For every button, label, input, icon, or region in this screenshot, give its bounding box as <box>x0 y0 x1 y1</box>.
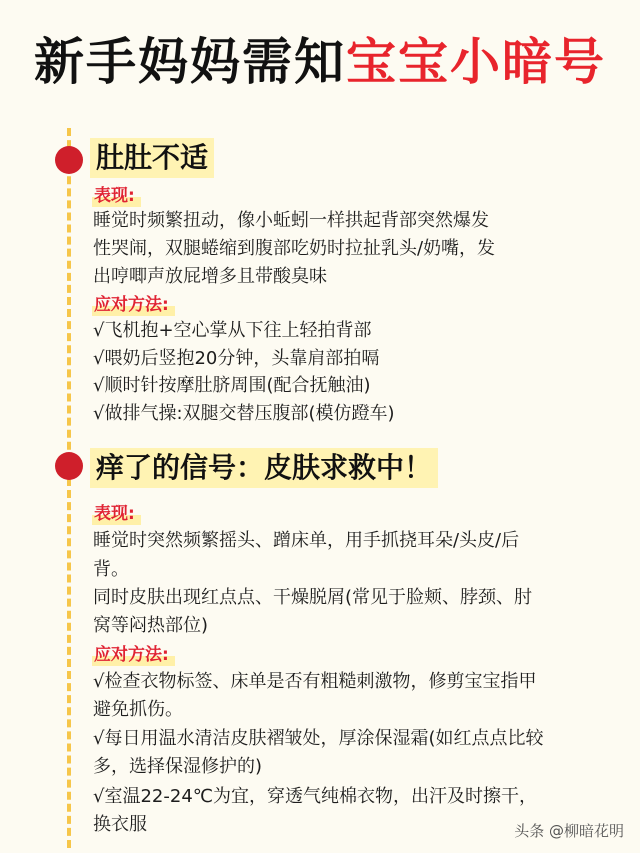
section2-method-line: √室温22-24℃为宜，穿透气纯棉衣物，出汗及时擦干， <box>93 786 537 807</box>
section2-method-line: √每日用温水清洁皮肤褶皱处，厚涂保湿霜(如红点点比较 <box>93 728 544 749</box>
section1-bullet-dot <box>55 146 83 174</box>
section1-symptom-line: 性哭闹，双腿蜷缩到腹部吃奶时拉扯乳头/奶嘴，发 <box>93 238 496 259</box>
section2-method-label: 应对方法: <box>92 644 175 666</box>
section1-method-line: √飞机抱+空心掌从下往上轻拍背部 <box>93 320 372 341</box>
section2-symptom-line: 窝等闷热部位) <box>93 615 209 636</box>
section1-title: 肚肚不适 <box>90 138 214 178</box>
section2-symptom-line: 背。 <box>93 559 129 580</box>
section2-symptom-line: 睡觉时突然频繁摇头、蹭床单，用手抓挠耳朵/头皮/后 <box>93 530 520 551</box>
section1-method-line: √做排气操:双腿交替压腹部(模仿蹬车) <box>93 403 395 424</box>
page-title <box>0 22 640 102</box>
title-part1: 新手妈妈需知 <box>34 33 346 91</box>
section1-symptom-line: 出哼唧声放屁增多且带酸臭味 <box>93 266 327 287</box>
section2-symptom-label: 表现: <box>92 503 141 525</box>
section2-method-line: √检查衣物标签、床单是否有粗糙刺激物，修剪宝宝指甲 <box>93 671 537 692</box>
section1-method-label: 应对方法: <box>92 294 175 316</box>
title-part2: 宝宝小暗号 <box>346 33 606 91</box>
section1-symptom-line: 睡觉时频繁扭动，像小蚯蚓一样拱起背部突然爆发 <box>93 210 489 231</box>
section2-method-line: 多，选择保湿修护的) <box>93 756 263 777</box>
section1-symptom-label: 表现: <box>92 185 141 207</box>
watermark: 头条 @柳暗花明 <box>514 822 624 840</box>
timeline-dashed-line <box>67 128 71 848</box>
section1-method-line: √顺时针按摩肚脐周围(配合抚触油) <box>93 375 371 396</box>
section2-method-line: 避免抓伤。 <box>93 699 183 720</box>
section2-bullet-dot <box>55 452 83 480</box>
section2-method-line: 换衣服 <box>93 814 147 835</box>
section1-method-line: √喂奶后竖抱20分钟，头靠肩部拍嗝 <box>93 348 380 369</box>
section2-symptom-line: 同时皮肤出现红点点、干燥脱屑(常见于脸颊、脖颈、肘 <box>93 587 533 608</box>
section2-title: 痒了的信号：皮肤求救中！ <box>90 448 438 488</box>
